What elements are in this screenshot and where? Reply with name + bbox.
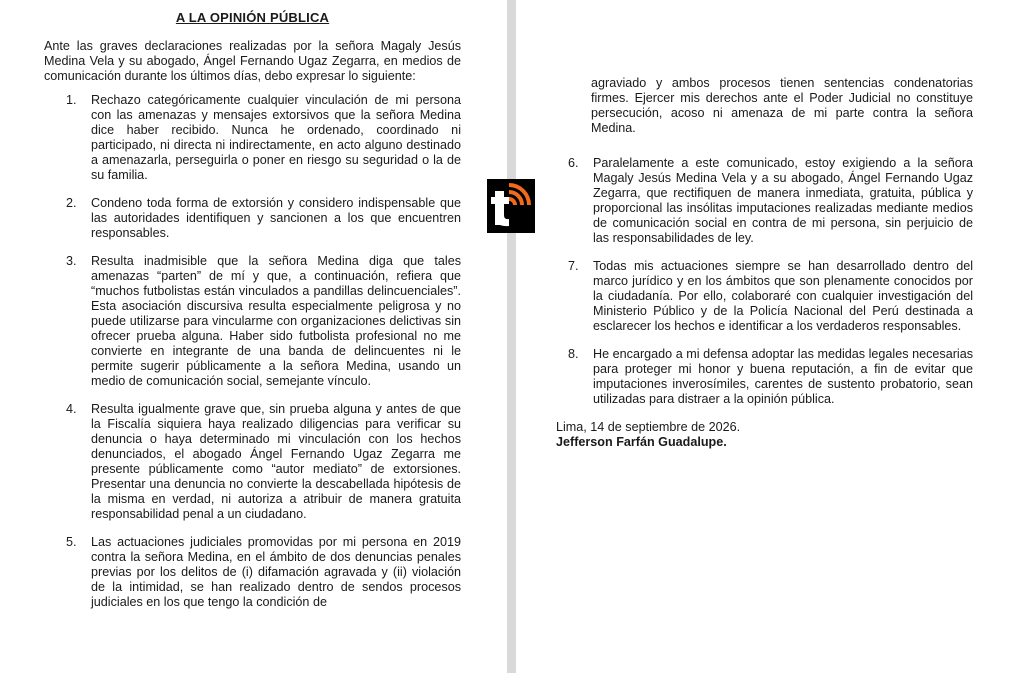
document-title: A LA OPINIÓN PÚBLICA [175, 10, 330, 25]
item-number: 8. [568, 347, 579, 361]
item-number: 3. [66, 254, 77, 268]
document-page-right [516, 0, 1011, 673]
item-text: Condeno toda forma de extorsión y considero indispensable que las autoridades identifiquen y sancionen a los que encuentren responsables. [91, 196, 461, 240]
item-text: Las actuaciones judiciales promovidas por mi persona en 2019 contra la señora Medina, en el ámbito de dos denuncias penales previas por los delitos de (i) difamación agravada y (ii) violación de la intimidad, se han realizado dentro de sendos procesos judiciales en los que tengo la condición de [91, 535, 461, 609]
item-text: Todas mis actuaciones siempre se han desarrollado dentro del marco jurídico y en los ámbitos que son plenamente conocidos por la ciudadanía. Por ello, colaboraré con cualquier investigación del Ministerio Público y de la Policía Nacional del Perú destinada a esclarecer los hechos e identificar a los verdaderos responsables. [593, 259, 973, 333]
item-number: 7. [568, 259, 579, 273]
list-item [554, 347, 973, 407]
item-text: Resulta inadmisible que la señora Medina diga que tales amenazas “parten” de mí y que, a continuación, refiera que “muchos futbolistas están vinculados a pandillas delincuenciales”. Esta asociación discursiva resulta especialmente peligrosa y no puede utilizarse para vincularme con organizaciones delictivas sin ofrecer prueba alguna. Haber sido futbolista profesional no me convierte en integrante de una banda de delincuentes ni le permite sugerir públicamente a la señora Medina, usando un medio de comunicación social, semejante vínculo. [91, 254, 461, 388]
item-text: Resulta igualmente grave que, sin prueba alguna y antes de que la Fiscalía siquiera haya realizado diligencias para verificar su denuncia o haya determinado mi vinculación con los hechos denunciados, el abogado Ángel Fernando Ugaz Zegarra me presente públicamente como “autor mediato” de extorsiones. Presentar una denuncia no convierte la descabellada hipótesis de la misma en verdad, ni autoriza a atribuir de manera gratuita responsabilidad penal a un ciudadano. [91, 402, 461, 521]
list-item [44, 535, 461, 610]
list-item [44, 93, 461, 183]
list-item [44, 402, 461, 522]
item-number: 2. [66, 196, 77, 210]
item-number: 5. [66, 535, 77, 549]
trome-t-logo-icon [487, 179, 535, 233]
list-item [554, 259, 973, 334]
list-item [554, 156, 973, 246]
signature: Jefferson Farfán Guadalupe. [556, 435, 727, 449]
item-number: 1. [66, 93, 77, 107]
list-item [44, 254, 461, 389]
item-5-continuation: agraviado y ambos procesos tienen sentencias condenatorias firmes. Ejercer mis derechos ante el Poder Judicial no constituye persecución, acoso ni amenaza de mi parte contra la señora Medina. [591, 76, 973, 135]
signoff [554, 420, 973, 450]
intro-paragraph: Ante las graves declaraciones realizadas por la señora Magaly Jesús Medina Vela y su abogado, Ángel Fernando Ugaz Zegarra, en medios de comunicación durante los últimos días, debo expresar lo siguiente: [44, 39, 461, 83]
item-text: He encargado a mi defensa adoptar las medidas legales necesarias para proteger mi honor y buena reputación, a fin de evitar que imputaciones inverosímiles, carentes de sustento probatorio, sean utilizadas para distraer a la opinión pública. [593, 347, 973, 406]
item-text: Rechazo categóricamente cualquier vinculación de mi persona con las amenazas y mensajes extorsivos que la señora Medina dice haber recibido. Nunca he ordenado, coordinado ni participado, ni directa ni indirectamente, en acto alguno destinado a amenazarla, perseguirla o poner en riesgo su seguridad o la de su familia. [91, 93, 461, 182]
item-text: Paralelamente a este comunicado, estoy exigiendo a la señora Magaly Jesús Medina Vela y a su abogado, Ángel Fernando Ugaz Zegarra, que rectifiquen de manera inmediata, gratuita, pública y proporcional las insólitas imputaciones realizadas mediante medios de comunicación social en contra de mi persona, sin perjuicio de las responsabilidades de ley. [593, 156, 973, 245]
item-number: 4. [66, 402, 77, 416]
list-item [44, 196, 461, 241]
date-line: Lima, 14 de septiembre de 2026. [556, 420, 741, 434]
item-number: 6. [568, 156, 579, 170]
